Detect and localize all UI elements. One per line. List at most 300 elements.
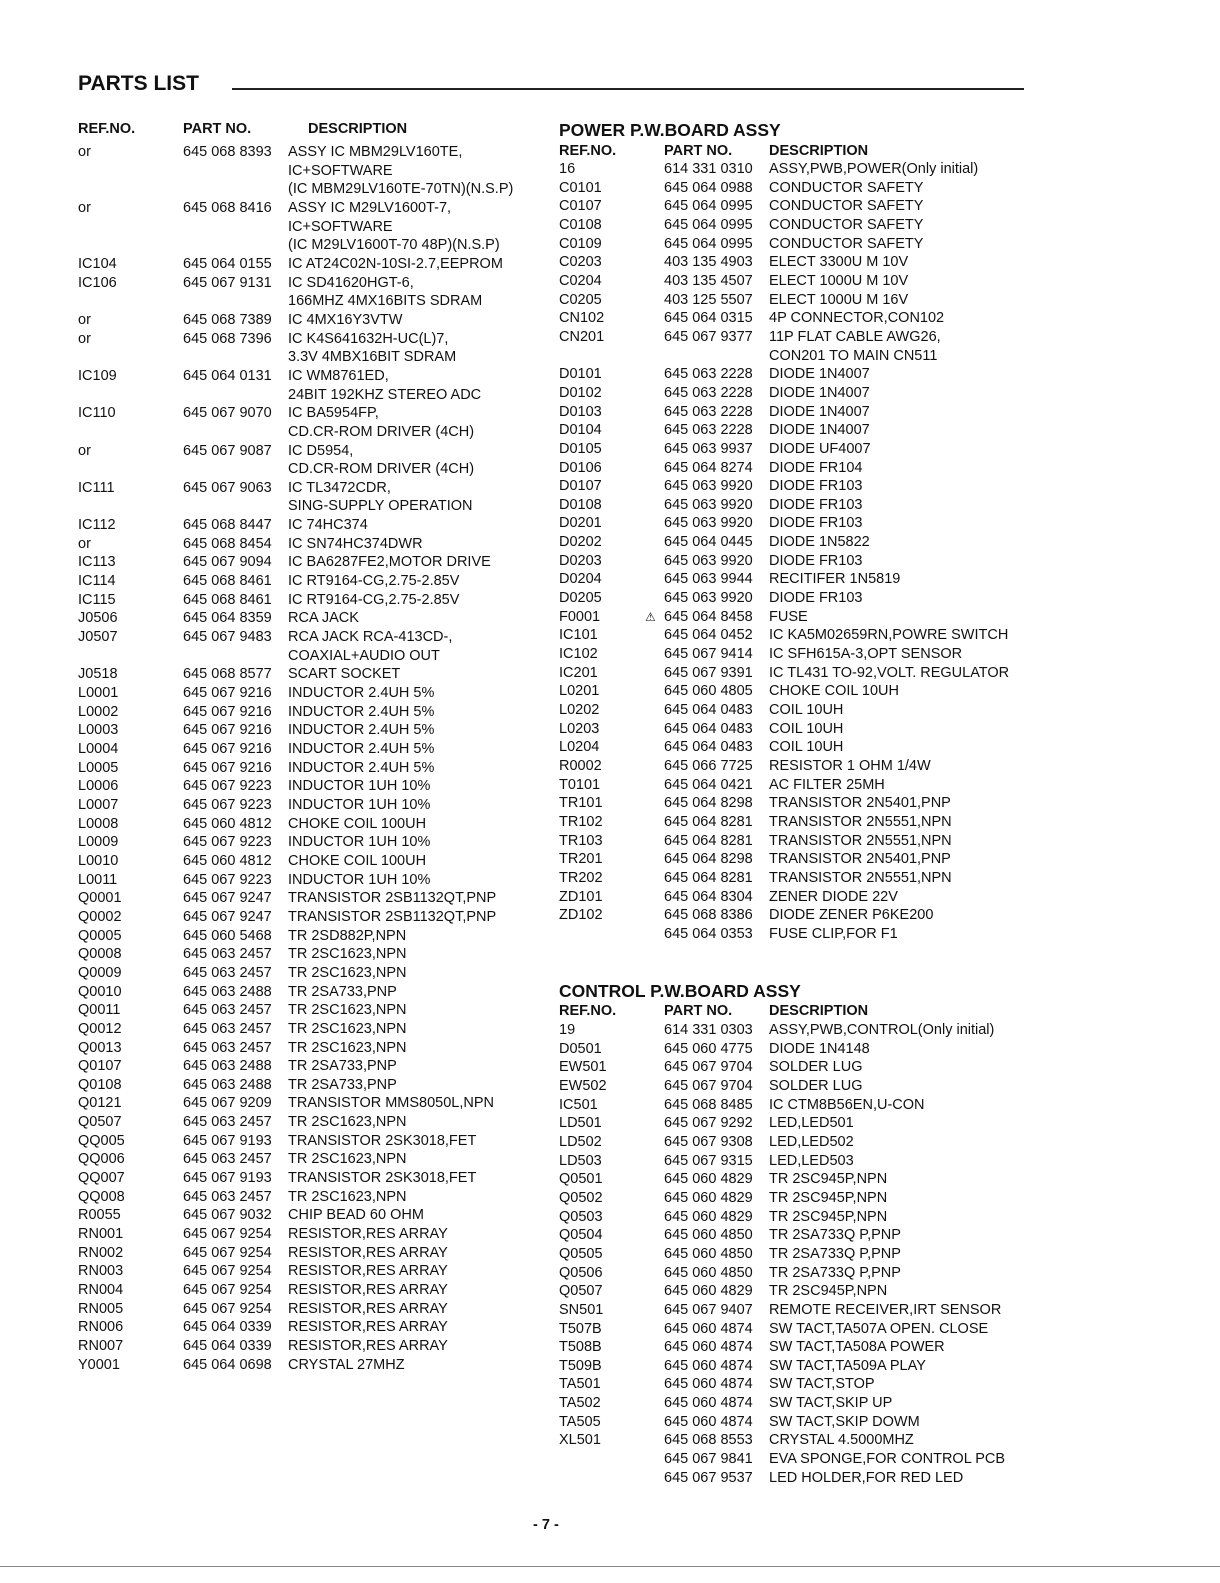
bottom-rule	[0, 1566, 1220, 1567]
part-number: 645 063 9937	[664, 440, 753, 457]
table-row	[559, 850, 1009, 869]
table-row	[559, 421, 1009, 440]
part-number: 645 063 2457	[183, 946, 272, 963]
table-row	[559, 197, 1009, 216]
ref-number: SN501	[559, 1301, 604, 1318]
ref-number: Q0008	[78, 946, 122, 963]
table-row	[559, 235, 1009, 254]
part-number: 645 068 7389	[183, 311, 272, 328]
description: RECITIFER 1N5819	[769, 571, 901, 588]
ref-number: J0518	[78, 666, 118, 683]
ref-number: L0008	[78, 815, 119, 832]
ref-number: L0002	[78, 703, 119, 720]
table-row	[78, 1206, 513, 1225]
part-number: 645 060 4850	[664, 1245, 753, 1262]
table-row	[559, 477, 1009, 496]
table-row	[78, 871, 513, 890]
ref-number: Q0121	[78, 1095, 122, 1112]
part-number: 614 331 0310	[664, 161, 753, 177]
ref-number: Q0501	[559, 1171, 603, 1188]
part-number: 645 067 9254	[183, 1244, 272, 1261]
ref-number: or	[78, 330, 91, 347]
table-row	[559, 1264, 1005, 1283]
ref-number: QQ005	[78, 1132, 125, 1149]
table-row	[559, 459, 1009, 478]
table-row	[78, 516, 513, 535]
part-number: 645 067 9216	[183, 703, 272, 720]
table-row	[559, 253, 1009, 272]
table-row	[559, 1133, 1005, 1152]
description: RESISTOR,RES ARRAY	[288, 1244, 448, 1261]
table-row	[78, 572, 513, 591]
part-number: 645 067 9841	[664, 1451, 753, 1468]
ref-number: L0202	[559, 702, 600, 719]
description: ZENER DIODE 22V	[769, 888, 898, 905]
part-number: 645 060 4829	[664, 1189, 753, 1206]
ref-number: L0004	[78, 741, 119, 757]
table-row	[78, 759, 513, 778]
part-number: 645 064 0339	[183, 1338, 272, 1354]
table-row	[78, 1076, 513, 1095]
table-row	[78, 684, 513, 703]
part-number: 645 060 4829	[664, 1283, 753, 1300]
table-row	[78, 553, 513, 572]
description: IC SD41620HGT-6, 166MHZ 4MX16BITS SDRAM	[288, 274, 483, 310]
ref-number: J0507	[78, 629, 118, 646]
table-row	[559, 776, 1009, 795]
description: IC SFH615A-3,OPT SENSOR	[769, 646, 963, 663]
part-number: 645 063 2457	[183, 1114, 272, 1131]
ref-number: CN201	[559, 328, 605, 345]
ref-number: Q0507	[559, 1283, 603, 1300]
part-number: 645 064 8298	[664, 795, 753, 812]
ref-number: IC201	[559, 664, 598, 681]
ref-number: J0506	[78, 610, 118, 627]
table-row	[559, 794, 1009, 813]
description: RCA JACK	[288, 610, 359, 627]
description: IC BA6287FE2,MOTOR DRIVE	[288, 554, 491, 571]
part-number: 645 060 4874	[664, 1320, 753, 1337]
ref-number: Q0507	[78, 1114, 122, 1131]
description: TRANSISTOR 2SB1132QT,PNP	[288, 908, 497, 925]
part-number: 645 064 0421	[664, 776, 753, 793]
part-number: 645 064 8298	[664, 851, 753, 868]
description: IC CTM8B56EN,U-CON	[769, 1096, 925, 1113]
description: IC 74HC374	[288, 517, 368, 534]
part-number: 645 067 9537	[664, 1469, 753, 1486]
table-row	[78, 479, 513, 516]
part-number: 645 060 4850	[664, 1227, 753, 1244]
part-number: 645 068 8461	[183, 573, 272, 590]
part-number: 645 064 8458	[664, 608, 753, 625]
ref-number: L0001	[78, 685, 119, 702]
table-row	[559, 589, 1009, 608]
main-parts-table	[78, 143, 513, 1374]
description: LED HOLDER,FOR RED LED	[769, 1469, 964, 1486]
part-number: 645 067 9070	[183, 405, 272, 422]
table-row	[559, 384, 1009, 403]
table-row	[559, 1226, 1005, 1245]
table-row	[559, 1058, 1005, 1077]
table-row	[78, 404, 513, 441]
part-number: 645 060 4850	[664, 1264, 753, 1281]
description: LED,LED503	[769, 1152, 854, 1169]
ref-number: IC106	[78, 274, 117, 291]
ref-number: TA501	[559, 1376, 601, 1393]
part-number: 403 125 5507	[664, 291, 753, 308]
description: IC TL431 TO-92,VOLT. REGULATOR	[769, 664, 1010, 681]
description: SW TACT,TA507A OPEN. CLOSE	[769, 1320, 989, 1337]
part-number: 645 060 4874	[664, 1339, 753, 1356]
part-number: 645 063 2228	[664, 403, 753, 420]
part-number: 645 067 9308	[664, 1133, 753, 1150]
description: RESISTOR,RES ARRAY	[288, 1300, 448, 1317]
table-row	[78, 255, 513, 274]
description: AC FILTER 25MH	[769, 776, 885, 793]
table-row	[78, 274, 513, 311]
table-row	[559, 1450, 1005, 1469]
ref-number: D0108	[559, 496, 602, 513]
part-number: 645 060 4812	[183, 815, 272, 832]
title-rule	[232, 88, 1024, 90]
control-header-desc: DESCRIPTION	[769, 1003, 869, 1019]
ref-number: L0203	[559, 720, 600, 737]
part-number: 645 067 9292	[664, 1115, 753, 1132]
description: CONDUCTOR SAFETY	[769, 216, 924, 233]
part-number: 645 067 9094	[183, 554, 272, 571]
header-ref: REF.NO.	[78, 121, 136, 137]
description: IC 4MX16Y3VTW	[288, 311, 403, 328]
description: ELECT 1000U M 10V	[769, 272, 909, 289]
table-row	[78, 367, 513, 404]
ref-number: C0101	[559, 179, 602, 196]
ref-number: D0102	[559, 384, 602, 401]
ref-number: RN003	[78, 1263, 124, 1280]
part-number: 645 060 4874	[664, 1413, 753, 1430]
ref-number: Q0013	[78, 1039, 122, 1056]
ref-number: IC113	[78, 554, 116, 571]
table-row	[78, 1281, 513, 1300]
part-number: 645 067 9032	[183, 1207, 272, 1224]
description: 11P FLAT CABLE AWG26, CON201 TO MAIN CN511	[769, 328, 941, 364]
ref-number: IC110	[78, 405, 116, 422]
part-number: 645 060 4775	[664, 1040, 753, 1057]
ref-number: Q0505	[559, 1245, 603, 1262]
part-number: 645 064 8359	[183, 610, 272, 627]
description: TR 2SA733Q P,PNP	[769, 1264, 901, 1281]
ref-number: QQ006	[78, 1151, 125, 1168]
ref-number: Q0001	[78, 890, 122, 907]
ref-number: Q0009	[78, 964, 122, 981]
description: IC WM8761ED, 24BIT 192KHZ STEREO ADC	[288, 367, 482, 403]
ref-number: TA502	[559, 1395, 601, 1412]
ref-number: TR102	[559, 813, 603, 830]
description: DIODE 1N4007	[769, 403, 870, 420]
ref-number: F0001	[559, 608, 601, 625]
description: RESISTOR,RES ARRAY	[288, 1263, 448, 1280]
ref-number: T0101	[559, 776, 601, 793]
ref-number: ZD101	[559, 888, 603, 905]
ref-number: D0103	[559, 403, 602, 420]
table-row	[559, 813, 1009, 832]
description: CONDUCTOR SAFETY	[769, 198, 924, 215]
description: SOLDER LUG	[769, 1059, 863, 1076]
table-row	[559, 1152, 1005, 1171]
table-row	[559, 869, 1009, 888]
description: IC AT24C02N-10SI-2.7,EEPROM	[288, 255, 503, 272]
part-number: 645 067 9247	[183, 908, 272, 925]
description: TRANSISTOR MMS8050L,NPN	[288, 1095, 495, 1112]
description: CHOKE COIL 100UH	[288, 815, 427, 832]
table-row	[559, 1394, 1005, 1413]
table-row	[559, 1021, 1005, 1040]
description: SOLDER LUG	[769, 1077, 863, 1094]
part-number: 645 067 9483	[183, 629, 272, 646]
ref-number: Q0502	[559, 1189, 603, 1206]
ref-number: TR103	[559, 832, 603, 849]
ref-number: L0201	[559, 683, 600, 700]
ref-number: Q0005	[78, 927, 122, 944]
header-part: PART NO.	[183, 121, 252, 137]
table-row	[559, 216, 1009, 235]
description: TRANSISTOR 2SK3018,FET	[288, 1170, 477, 1187]
part-number: 645 064 0445	[664, 534, 753, 551]
ref-number: Q0011	[78, 1002, 121, 1019]
part-number: 645 063 2457	[183, 1002, 272, 1019]
ref-number: TR101	[559, 795, 603, 812]
part-number: 645 067 9063	[183, 479, 272, 496]
description: RESISTOR,RES ARRAY	[288, 1319, 448, 1336]
ref-number: L0007	[78, 796, 119, 813]
description: DIODE FR104	[769, 459, 863, 476]
ref-number: Q0010	[78, 983, 122, 1000]
ref-number: L0005	[78, 759, 119, 776]
ref-number: IC109	[78, 367, 117, 384]
ref-number: RN004	[78, 1282, 124, 1299]
ref-number: Y0001	[78, 1356, 120, 1373]
table-row	[78, 927, 513, 946]
page-title: PARTS LIST	[78, 72, 199, 95]
safety-warning-icon: ⚠	[645, 609, 656, 624]
description: ELECT 3300U M 10V	[769, 254, 909, 271]
table-row	[78, 628, 513, 665]
ref-number: EW501	[559, 1059, 607, 1076]
description: DIODE FR103	[769, 515, 863, 532]
part-number: 645 068 8461	[183, 591, 272, 608]
control-header-ref: REF.NO.	[559, 1003, 617, 1019]
description: TRANSISTOR 2N5401,PNP	[769, 851, 951, 868]
ref-number: Q0503	[559, 1208, 603, 1225]
table-row	[78, 1300, 513, 1319]
table-row	[559, 645, 1009, 664]
ref-number: TA505	[559, 1413, 601, 1430]
ref-number: or	[78, 311, 91, 328]
table-row	[559, 1375, 1005, 1394]
description: INDUCTOR 2.4UH 5%	[288, 741, 435, 757]
table-row	[78, 983, 513, 1002]
ref-number: RN006	[78, 1319, 124, 1336]
description: TR 2SC1623,NPN	[288, 946, 407, 963]
table-row	[78, 1262, 513, 1281]
description: DIODE 1N5822	[769, 534, 870, 551]
ref-number: or	[78, 442, 91, 459]
description: INDUCTOR 2.4UH 5%	[288, 759, 435, 776]
description: TR 2SC1623,NPN	[288, 1188, 407, 1205]
part-number: 645 063 9920	[664, 515, 753, 532]
ref-number: D0106	[559, 459, 602, 476]
part-number: 645 064 0483	[664, 739, 753, 756]
power-header-desc: DESCRIPTION	[769, 143, 869, 159]
ref-number: D0204	[559, 571, 602, 588]
ref-number: TR202	[559, 869, 603, 886]
description: RCA JACK RCA-413CD-, COAXIAL+AUDIO OUT	[288, 629, 453, 664]
description: SW TACT,TA509A PLAY	[769, 1357, 926, 1374]
part-number: 645 063 9920	[664, 552, 753, 569]
page-number: - 7 -	[533, 1517, 559, 1533]
description: ASSY,PWB,POWER(Only initial)	[769, 161, 979, 177]
description: CRYSTAL 4.5000MHZ	[769, 1432, 914, 1449]
table-row	[78, 721, 513, 740]
part-number: 645 060 4874	[664, 1376, 753, 1393]
part-number: 645 060 4874	[664, 1357, 753, 1374]
ref-number: D0101	[559, 366, 602, 383]
description: TRANSISTOR 2SB1132QT,PNP	[288, 890, 497, 907]
description: TRANSISTOR 2N5551,NPN	[769, 813, 952, 830]
ref-number: LD502	[559, 1133, 602, 1150]
ref-number: RN001	[78, 1226, 124, 1243]
description: TR 2SC1623,NPN	[288, 1002, 407, 1019]
table-row	[78, 1356, 513, 1375]
table-row	[78, 740, 513, 759]
ref-number	[559, 1469, 664, 1488]
ref-number: 19	[559, 1022, 576, 1038]
description: DIODE 1N4007	[769, 422, 870, 439]
description: DIODE 1N4148	[769, 1040, 870, 1057]
table-row	[78, 535, 513, 554]
table-row	[559, 757, 1009, 776]
description: IC RT9164-CG,2.75-2.85V	[288, 573, 460, 590]
table-row	[78, 815, 513, 834]
part-number: 645 067 9193	[183, 1170, 272, 1187]
table-row	[559, 1357, 1005, 1376]
part-number: 645 060 4805	[664, 683, 753, 700]
part-number: 645 068 8416	[183, 199, 272, 216]
ref-number: D0202	[559, 534, 602, 551]
ref-number: D0203	[559, 552, 602, 569]
ref-number: Q0107	[78, 1058, 122, 1075]
table-row	[78, 889, 513, 908]
ref-number: IC112	[78, 517, 116, 534]
description: TR 2SC945P,NPN	[769, 1171, 888, 1188]
description: TR 2SC1623,NPN	[288, 1039, 407, 1056]
table-row	[559, 720, 1009, 739]
table-row	[78, 1318, 513, 1337]
part-number: 645 067 9087	[183, 442, 272, 459]
description: EVA SPONGE,FOR CONTROL PCB	[769, 1451, 1006, 1468]
part-number: 645 067 9223	[183, 796, 272, 813]
ref-number: RN002	[78, 1244, 124, 1261]
control-board-title: CONTROL P.W.BOARD ASSY	[559, 981, 801, 1001]
description: INDUCTOR 1UH 10%	[288, 871, 431, 888]
part-number: 645 067 9704	[664, 1077, 753, 1094]
description: IC SN74HC374DWR	[288, 535, 423, 552]
table-row	[559, 1077, 1005, 1096]
part-number: 645 067 9407	[664, 1301, 753, 1318]
ref-number: ZD102	[559, 907, 603, 924]
control-header-part: PART NO.	[664, 1003, 733, 1019]
part-number: 645 068 8553	[664, 1432, 753, 1449]
table-row	[559, 832, 1009, 851]
ref-number: D0104	[559, 422, 602, 439]
part-number: 645 063 2228	[664, 384, 753, 401]
part-number: 645 060 4812	[183, 852, 272, 869]
part-number: 645 067 9414	[664, 646, 753, 663]
description: DIODE 1N4007	[769, 366, 870, 383]
ref-number: D0501	[559, 1040, 602, 1057]
part-number: 645 067 9704	[664, 1059, 753, 1076]
ref-number: L0003	[78, 722, 119, 739]
part-number: 645 060 4829	[664, 1208, 753, 1225]
part-number: 645 064 0339	[183, 1319, 272, 1336]
description: LED,LED502	[769, 1133, 854, 1150]
description: FUSE CLIP,FOR F1	[769, 925, 898, 942]
table-row	[559, 552, 1009, 571]
part-number: 645 067 9131	[183, 274, 272, 291]
table-row	[78, 609, 513, 628]
table-row	[559, 179, 1009, 198]
description: TRANSISTOR 2N5551,NPN	[769, 832, 952, 849]
table-row	[559, 1282, 1005, 1301]
ref-number: Q0504	[559, 1227, 603, 1244]
description: RESISTOR 1 OHM 1/4W	[769, 758, 931, 774]
part-number: 645 067 9223	[183, 834, 272, 851]
table-row	[559, 888, 1009, 907]
description: IC K4S641632H-UC(L)7, 3.3V 4MBX16BIT SDRAM	[288, 330, 457, 366]
table-row	[559, 272, 1009, 291]
description: INDUCTOR 2.4UH 5%	[288, 685, 435, 702]
table-row	[559, 533, 1009, 552]
table-row	[78, 1150, 513, 1169]
description: TR 2SD882P,NPN	[288, 927, 407, 944]
description: TRANSISTOR 2N5551,NPN	[769, 869, 952, 886]
description: IC KA5M02659RN,POWRE SWITCH	[769, 627, 1009, 644]
part-number: 645 064 0988	[664, 179, 753, 196]
description: ASSY IC MBM29LV160TE, IC+SOFTWARE (IC MBM29LV160TE-70TN)(N.S.P)	[288, 144, 514, 198]
part-number: 645 063 2457	[183, 1188, 272, 1205]
description: DIODE 1N4007	[769, 384, 870, 401]
table-row	[78, 1039, 513, 1058]
description: DIODE FR103	[769, 496, 863, 513]
table-row	[559, 1301, 1005, 1320]
part-number: 645 063 2457	[183, 1020, 272, 1037]
description: INDUCTOR 1UH 10%	[288, 834, 431, 851]
ref-number: or	[78, 144, 91, 160]
part-number: 645 060 5468	[183, 927, 272, 944]
ref-number: D0201	[559, 515, 602, 532]
description: TR 2SA733,PNP	[288, 1058, 397, 1075]
description: SW TACT,SKIP DOWM	[769, 1413, 920, 1430]
ref-number: R0002	[559, 758, 602, 774]
part-number: 645 063 2488	[183, 983, 272, 1000]
ref-number: IC104	[78, 255, 117, 272]
ref-number: L0006	[78, 778, 119, 795]
table-row	[78, 442, 513, 479]
table-row	[78, 703, 513, 722]
part-number: 645 067 9216	[183, 722, 272, 739]
table-row	[78, 330, 513, 367]
part-number: 403 135 4903	[664, 254, 753, 271]
description: ELECT 1000U M 16V	[769, 291, 909, 308]
